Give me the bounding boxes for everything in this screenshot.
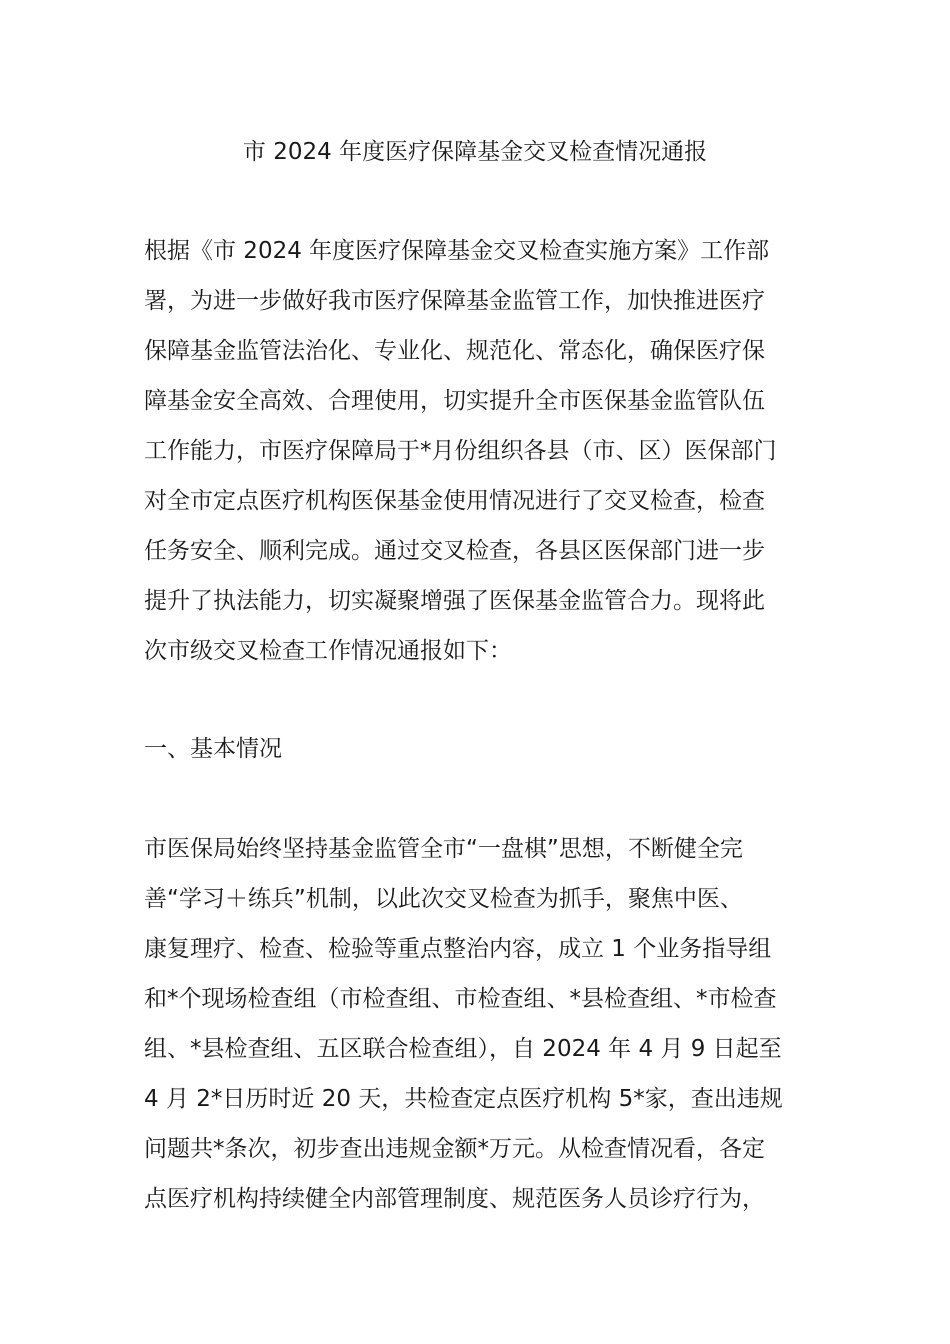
intro-paragraph [144,226,824,676]
intro-line: 署，为进一步做好我市医疗保障基金监管工作，加快推进医疗 [144,288,765,314]
section-line: 和*个现场检查组（市检查组、市检查组、*县检查组、*市检查 [144,986,777,1012]
section-line: 市医保局始终坚持基金监管全市“一盘棋”思想，不断健全完 [144,836,743,862]
intro-line: 保障基金监管法治化、专业化、规范化、常态化，确保医疗保 [144,338,765,364]
section-line: 点医疗机构持续健全内部管理制度、规范医务人员诊疗行为， [144,1186,765,1212]
section-line: 问题共*条次，初步查出违规金额*万元。从检查情况看，各定 [144,1136,765,1162]
intro-line: 障基金安全高效、合理使用，切实提升全市医保基金监管队伍 [144,388,765,414]
section-line: 康复理疗、检查、检验等重点整治内容，成立 1 个业务指导组 [144,936,772,962]
intro-line: 工作能力，市医疗保障局于*月份组织各县（市、区）医保部门 [144,438,777,464]
intro-line: 次市级交叉检查工作情况通报如下： [144,638,512,664]
section-paragraph [144,824,824,1224]
intro-line: 提升了执法能力，切实凝聚增强了医保基金监管合力。现将此 [144,588,765,614]
document-title: 市 2024 年度医疗保障基金交叉检查情况通报 [242,139,708,165]
section-line: 善“学习＋练兵”机制，以此次交叉检查为抓手，聚焦中医、 [144,886,743,912]
section-line: 4 月 2*日历时近 20 天，共检查定点医疗机构 5*家，查出违规 [144,1086,783,1112]
intro-line: 根据《市 2024 年度医疗保障基金交叉检查实施方案》工作部 [144,238,770,264]
intro-line: 任务安全、顺利完成。通过交叉检查，各县区医保部门进一步 [144,538,765,564]
section-heading: 一、基本情况 [144,736,282,762]
intro-line: 对全市定点医疗机构医保基金使用情况进行了交叉检查，检查 [144,488,765,514]
section-line: 组、*县检查组、五区联合检查组），自 2024 年 4 月 9 日起至 [144,1036,782,1062]
